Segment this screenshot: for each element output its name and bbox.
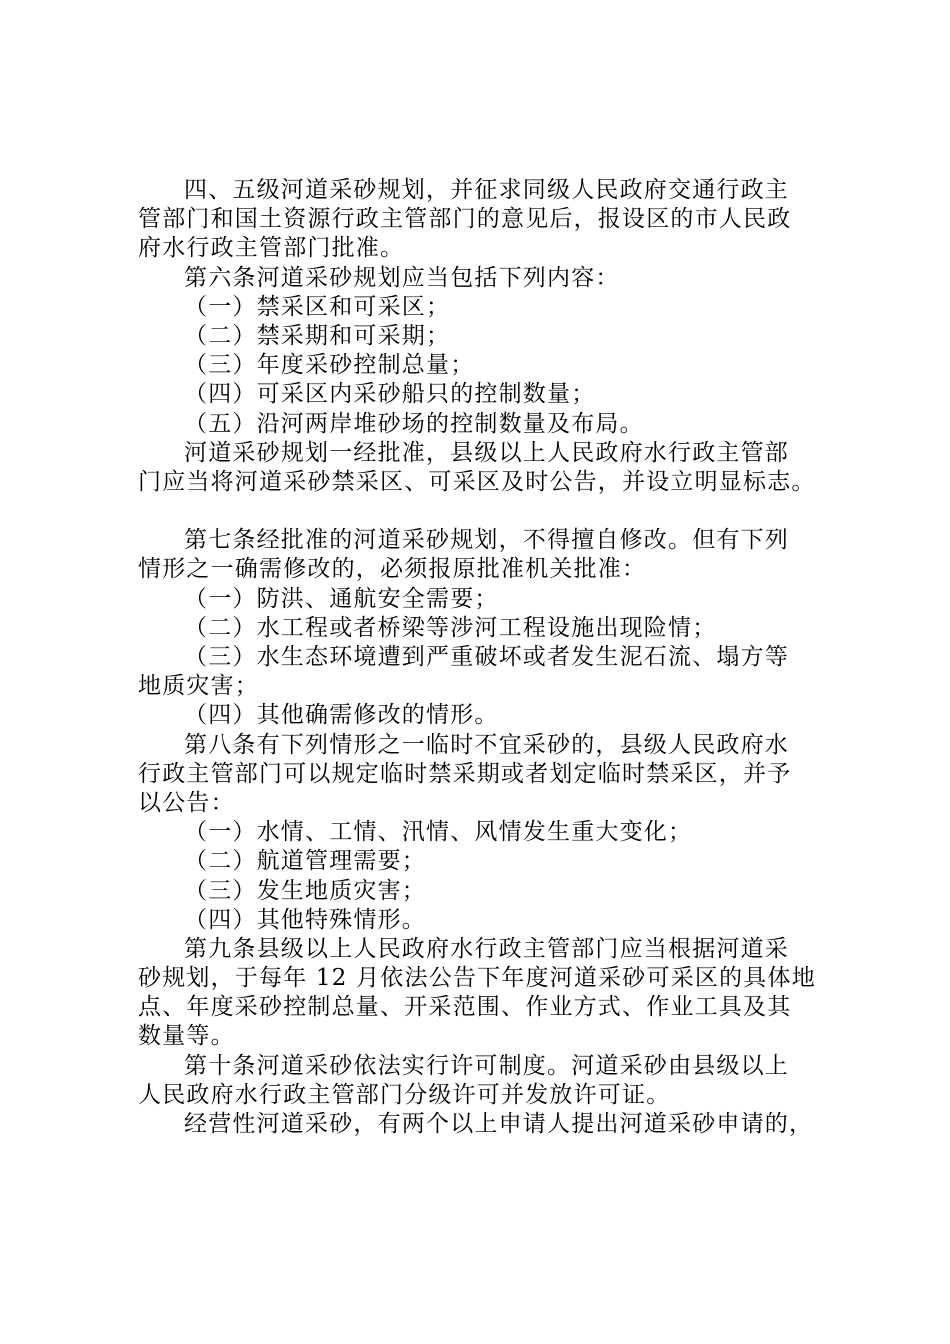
text-line: 第九条县级以上人民政府水行政主管部门应当根据河道采 (184, 935, 789, 962)
text-line: 第七条经批准的河道采砂规划，不得擅自修改。但有下列 (184, 527, 789, 554)
text-line: 第十条河道采砂依法实行许可制度。河道采砂由县级以上 (184, 1052, 789, 1079)
text-line: （四）可采区内采砂船只的控制数量； (184, 381, 596, 408)
text-line: （四）其他特殊情形。 (184, 906, 426, 933)
text-line: 点、年度采砂控制总量、开采范围、作业方式、作业工具及其 (138, 994, 792, 1021)
text-line: 以公告： (138, 789, 235, 816)
text-line: （一）防洪、通航安全需要； (184, 585, 499, 612)
text-line: （三）年度采砂控制总量； (184, 352, 475, 379)
blank-line (138, 497, 838, 526)
text-line: （二）航道管理需要； (184, 848, 426, 875)
text-line: 经营性河道采砂，有两个以上申请人提出河道采砂申请的， (184, 1111, 814, 1137)
text-line: 四、五级河道采砂规划，并征求同级人民政府交通行政主 (184, 177, 789, 203)
text-line: 第八条有下列情形之一临时不宜采砂的，县级人民政府水 (184, 731, 789, 758)
text-line: 管部门和国土资源行政主管部门的意见后，报设区的市人民政 (138, 206, 792, 233)
text-line: 砂规划，于每年 12 月依法公告下年度河道采砂可采区的具体地 (138, 965, 816, 992)
text-line: 河道采砂规划一经批准，县级以上人民政府水行政主管部 (184, 439, 789, 466)
text-line: （四）其他确需修改的情形。 (184, 702, 499, 729)
text-line: 门应当将河道采砂禁采区、可采区及时公告，并设立明显标志。 (138, 468, 816, 495)
document-body (138, 176, 838, 1139)
text-line: （一）水情、工情、汛情、风情发生重大变化； (184, 819, 693, 846)
text-line: （五）沿河两岸堆砂场的控制数量及布局。 (184, 410, 644, 437)
text-line: （二）禁采期和可采期； (184, 322, 451, 349)
text-line: 府水行政主管部门批准。 (138, 235, 405, 262)
text-line: 数量等。 (138, 1023, 235, 1050)
text-line: 人民政府水行政主管部门分级许可并发放许可证。 (138, 1081, 671, 1108)
text-line: （三）发生地质灾害； (184, 877, 426, 904)
text-line: 情形之一确需修改的，必须报原批准机关批准： (138, 556, 647, 583)
text-line: 行政主管部门可以规定临时禁采期或者划定临时禁采区，并予 (138, 760, 792, 787)
text-line: 第六条河道采砂规划应当包括下列内容： (184, 264, 620, 291)
text-line: （二）水工程或者桥梁等涉河工程设施出现险情； (184, 614, 717, 641)
text-line: 地质灾害； (138, 673, 259, 700)
text-line: （一）禁采区和可采区； (184, 293, 451, 320)
text-line: （三）水生态环境遭到严重破坏或者发生泥石流、塌方等 (184, 644, 789, 670)
